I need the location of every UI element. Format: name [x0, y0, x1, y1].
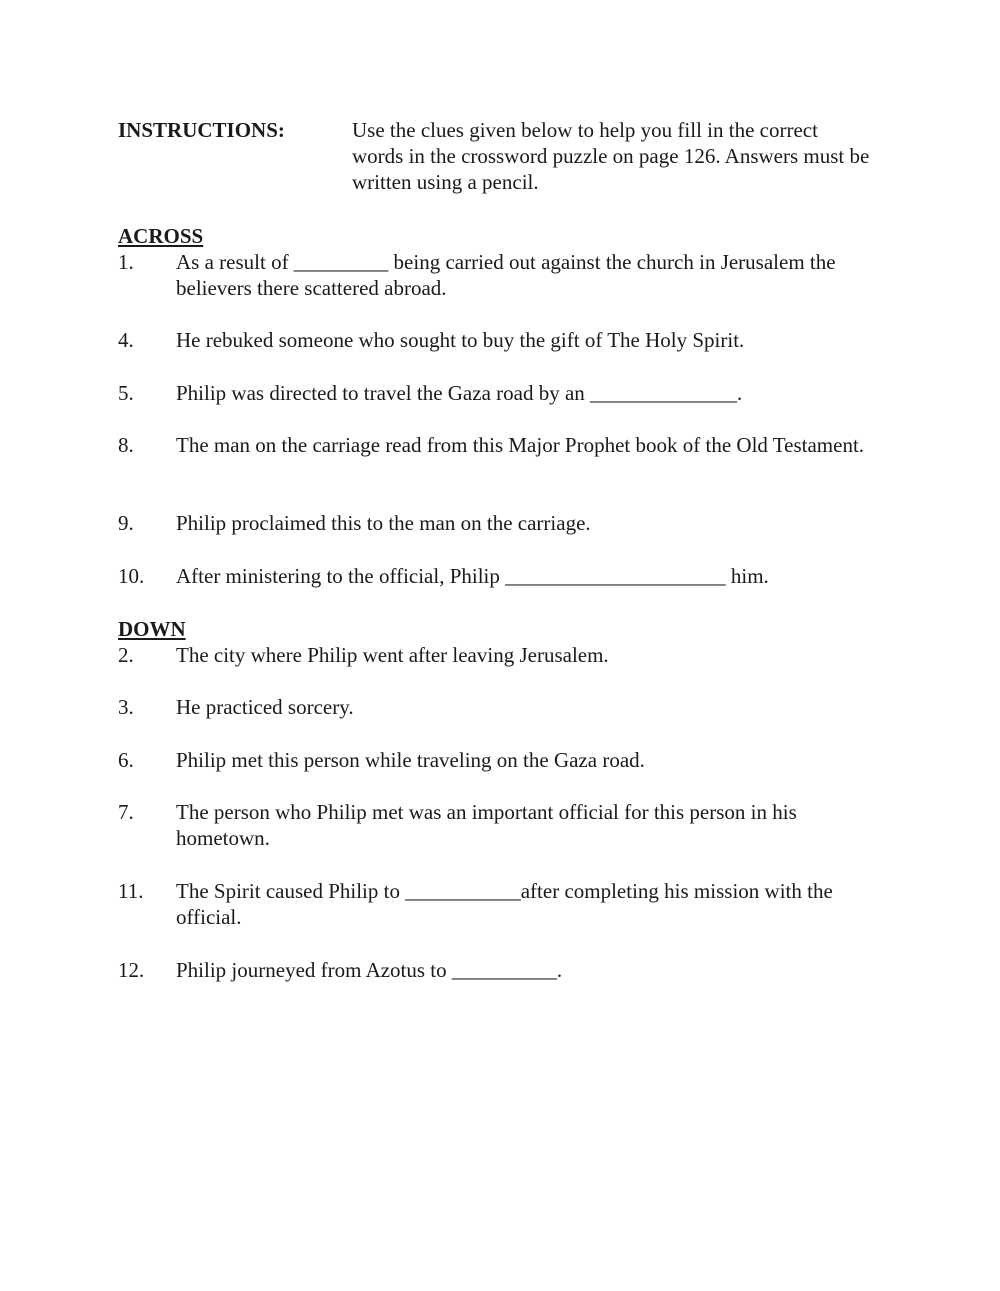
clue-text: Philip proclaimed this to the man on the carriage. [176, 511, 591, 535]
clue-text: Philip was directed to travel the Gaza road by an ______________. [176, 381, 743, 405]
clue-number: 1. [118, 250, 134, 274]
down-heading: DOWN [118, 617, 186, 641]
clue-number: 3. [118, 695, 134, 719]
across-heading: ACROSS [118, 224, 204, 248]
clue-number: 2. [118, 643, 134, 667]
clue-text: The person who Philip met was an important official for this person in his hometown. [176, 800, 797, 850]
clue-text: Philip journeyed from Azotus to __________. [176, 958, 563, 982]
clue-number: 7. [118, 800, 134, 824]
instructions-label: INSTRUCTIONS: [118, 118, 285, 142]
clue-text: After ministering to the official, Philip _____________________ him. [176, 564, 769, 588]
clue-text: He practiced sorcery. [176, 695, 354, 719]
clue-text: The Spirit caused Philip to ___________after completing his mission with the official. [176, 879, 833, 929]
clue-text: As a result of _________ being carried out against the church in Jerusalem the believers there scattered abroad. [176, 250, 836, 300]
clue-number: 8. [118, 433, 134, 457]
clue-number: 12. [118, 958, 145, 982]
clue-number: 4. [118, 328, 134, 352]
clue-text: The city where Philip went after leaving Jerusalem. [176, 643, 609, 667]
clue-number: 9. [118, 511, 134, 535]
clue-number: 5. [118, 381, 134, 405]
instructions-text: Use the clues given below to help you fill in the correct words in the crossword puzzle on page 126. Answers must be written using a pencil. [352, 118, 870, 194]
clue-number: 10. [118, 564, 145, 588]
clue-number: 11. [118, 879, 144, 903]
clue-text: The man on the carriage read from this Major Prophet book of the Old Testament. [176, 433, 865, 457]
clue-text: Philip met this person while traveling on the Gaza road. [176, 748, 645, 772]
clue-number: 6. [118, 748, 134, 772]
clue-text: He rebuked someone who sought to buy the gift of The Holy Spirit. [176, 328, 745, 352]
